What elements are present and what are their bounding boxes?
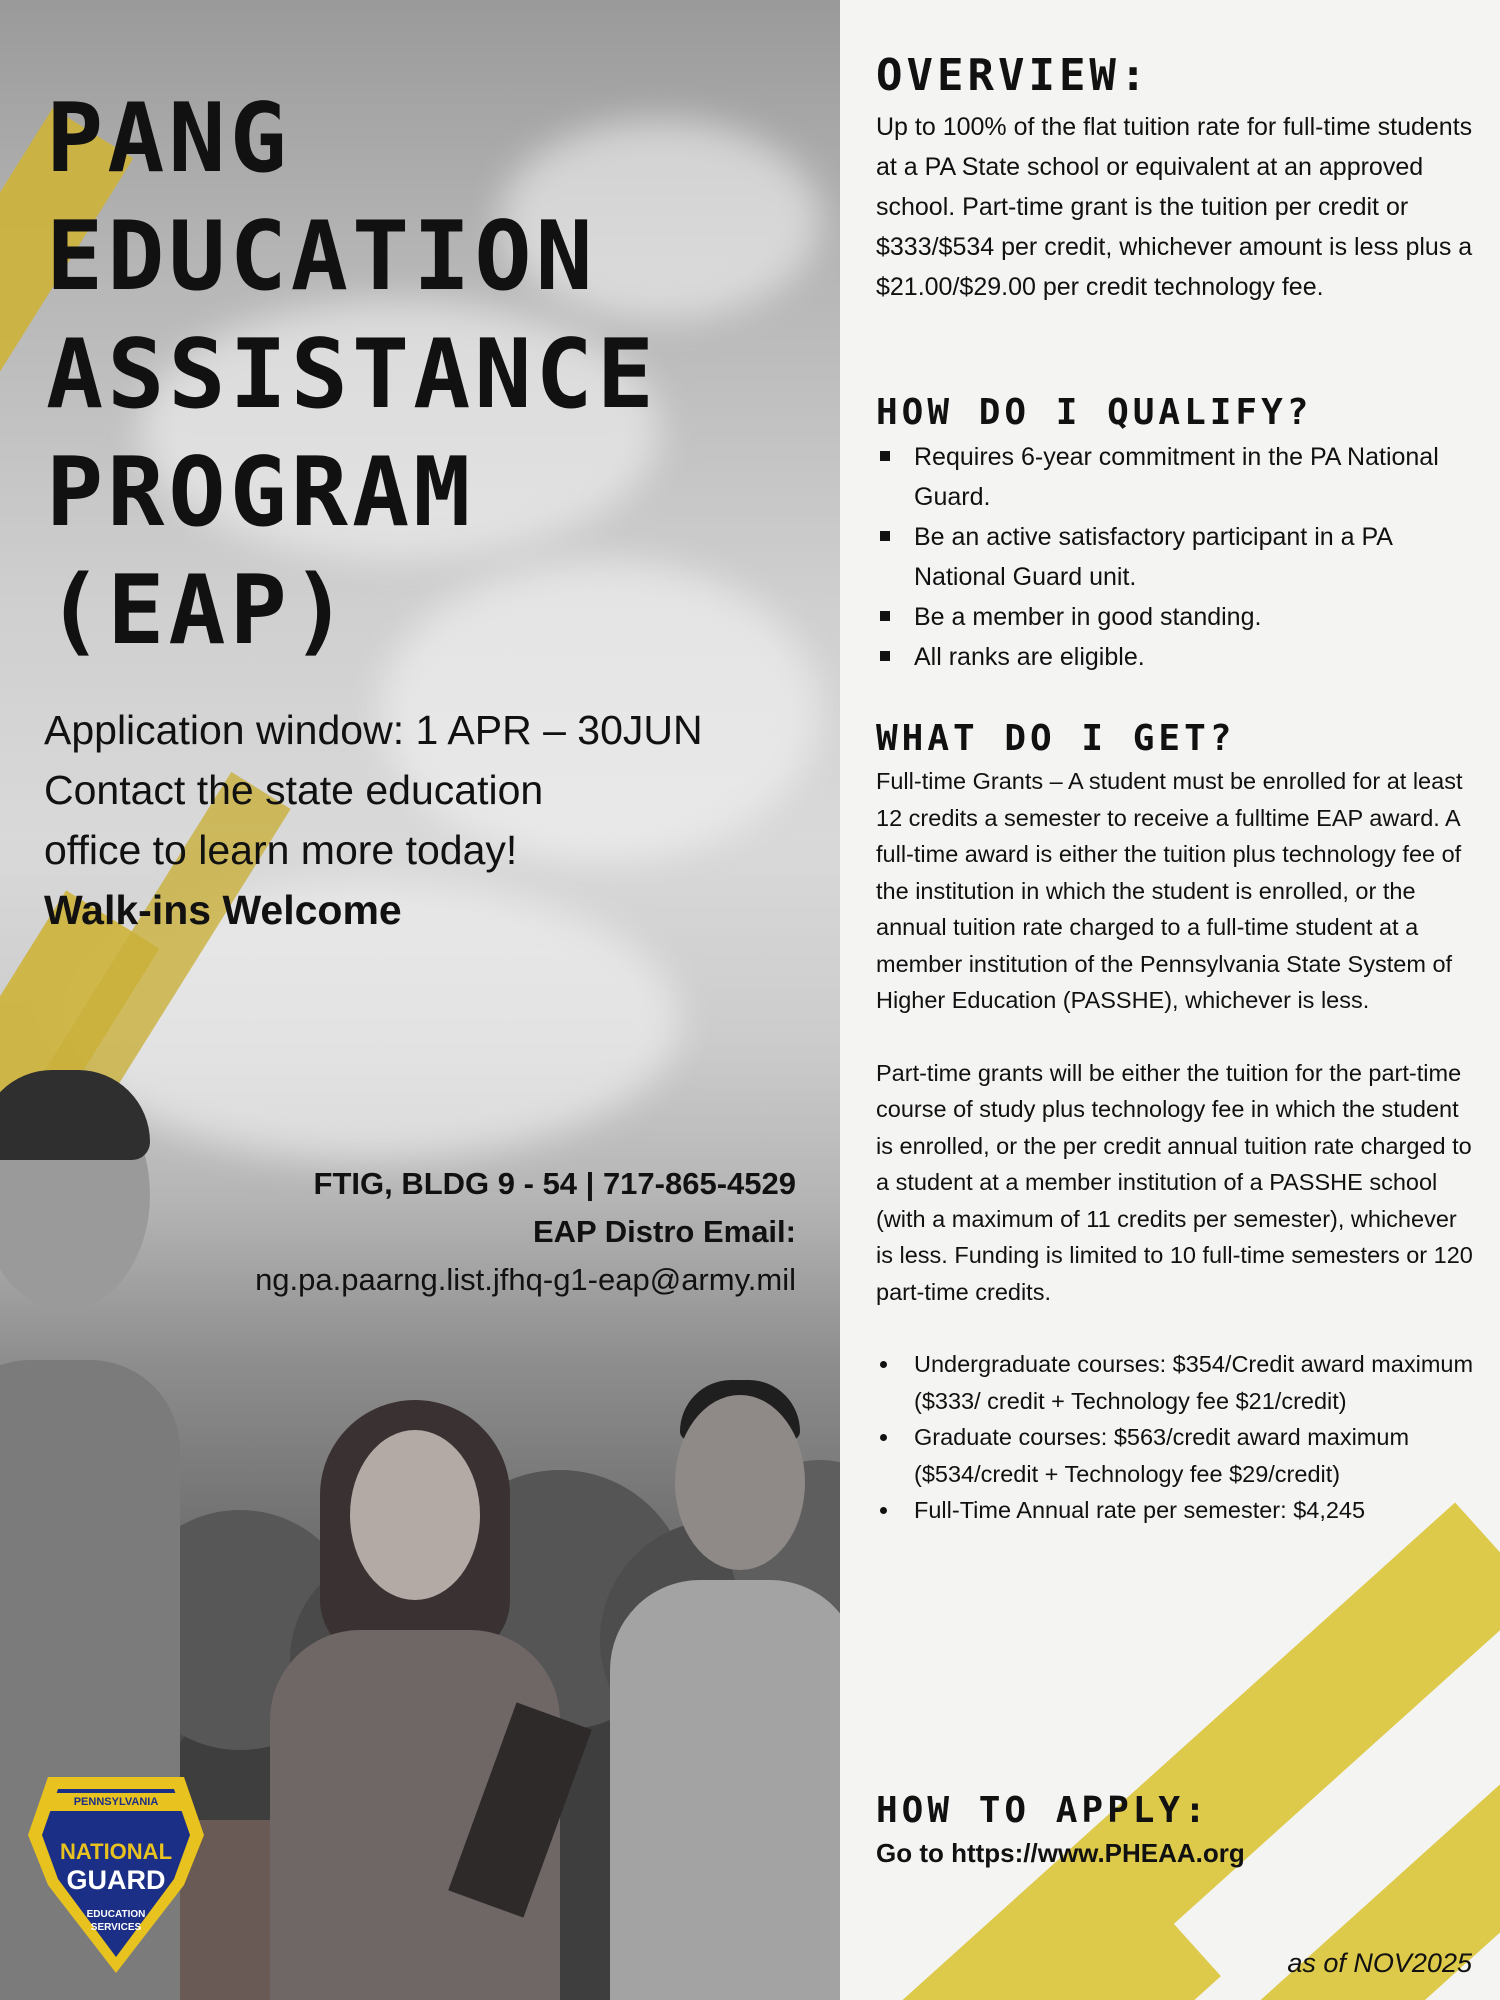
list-item: Graduate courses: $563/credit award maximum ($534/credit + Technology fee $29/credit) <box>876 1419 1476 1492</box>
as-of-date: as of NOV2025 <box>1287 1948 1472 1978</box>
overview-heading: OVERVIEW: <box>876 50 1151 101</box>
fulltime-grants-text: Full-time Grants – A student must be enrolled for at least 12 credits a semester to receive a fulltime EAP award. A full-time award is either the tuition plus technology fee of the institution in which the student is enrolled, or the annual tuition rate charged to a full-time student at a member institution of the Pennsylvania State System of Higher Education (PASSHE), whichever is less. <box>876 768 1463 1013</box>
benefits-heading: WHAT DO I GET? <box>876 718 1236 759</box>
qualify-heading: HOW DO I QUALIFY? <box>876 392 1313 433</box>
badge-sub1: EDUCATION <box>86 1909 146 1920</box>
contact-text: office to learn more today! <box>44 827 518 873</box>
person-right-photo <box>600 1380 840 2000</box>
list-item: Requires 6-year commitment in the PA National Guard. <box>876 437 1476 517</box>
application-info <box>44 700 824 940</box>
title-line: (EAP) <box>46 556 352 666</box>
apply-link[interactable]: Go to https://www.PHEAA.org <box>876 1838 1245 1868</box>
title-line: ASSISTANCE <box>46 320 658 430</box>
list-item: Full-Time Annual rate per semester: $4,245 <box>876 1492 1476 1529</box>
email-label: EAP Distro Email: <box>532 1214 796 1249</box>
program-title <box>46 80 806 670</box>
parttime-grants-text: Part-time grants will be either the tuition for the part-time course of study plus technology fee in which the student is enrolled, or the per credit annual tuition rate charged to a student at a member institution of a PASSHE school (with a maximum of 11 credits per semester), whichever is less. Funding is limited to 10 full-time semesters or 120 part-time credits. <box>876 1059 1473 1305</box>
qualify-list <box>876 437 1476 677</box>
overview-section <box>876 50 1476 307</box>
email-address[interactable]: ng.pa.paarng.list.jfhq-g1-eap@army.mil <box>255 1262 796 1297</box>
person-center-photo <box>250 1400 580 2000</box>
apply-section <box>876 1790 1476 1873</box>
application-window-text: Application window: 1 APR – 30JUN <box>44 707 703 753</box>
badge-text <box>28 1775 204 1975</box>
list-item: Undergraduate courses: $354/Credit award maximum ($333/ credit + Technology fee $21/credit) <box>876 1346 1476 1419</box>
badge-line1: NATIONAL <box>59 1839 173 1864</box>
list-item: Be an active satisfactory participant in a PA National Guard unit. <box>876 517 1476 597</box>
overview-body: Up to 100% of the flat tuition rate for full-time students at a PA State school or equivalent at an approved school. Part-time grant is the tuition per credit or $333/$534 per credit, whichever amount is less plus a $21.00/$29.00 per credit technology fee. <box>876 113 1473 301</box>
right-panel <box>840 0 1500 2000</box>
qualify-section <box>876 392 1476 677</box>
walk-ins-text: Walk-ins Welcome <box>44 887 402 933</box>
title-line: PANG <box>46 84 291 194</box>
contact-text: Contact the state education <box>44 767 544 813</box>
location-phone: FTIG, BLDG 9 - 54 | 717-865-4529 <box>313 1166 796 1201</box>
title-line: EDUCATION <box>46 202 597 312</box>
list-item: All ranks are eligible. <box>876 637 1476 677</box>
list-item: Be a member in good standing. <box>876 597 1476 637</box>
badge-sub2: SERVICES <box>90 1922 142 1933</box>
badge-line2: GUARD <box>66 1865 166 1895</box>
contact-block <box>36 1160 796 1304</box>
title-line: PROGRAM <box>46 438 475 548</box>
apply-heading: HOW TO APPLY: <box>876 1790 1210 1831</box>
badge-state: PENNSYLVANIA <box>73 1796 159 1808</box>
benefits-section <box>876 718 1476 1529</box>
rates-list <box>876 1346 1476 1529</box>
